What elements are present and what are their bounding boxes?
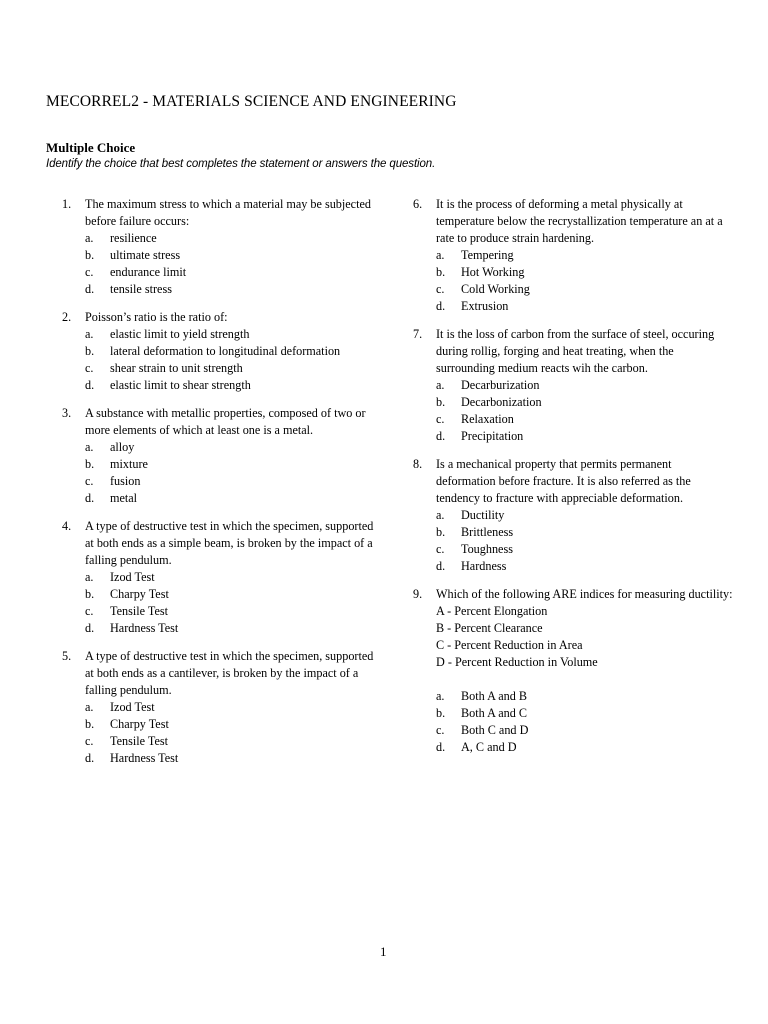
- option-letter: c.: [85, 604, 94, 618]
- option-text: fusion: [110, 474, 141, 488]
- question-text: Is a mechanical property that permits permanent deformation before fracture. It is also referred as the tendency to fracture with appreciable deformation.: [436, 457, 691, 505]
- question-text: A type of destructive test in which the specimen, supported at both ends as a simple beam, is broken by the impact of a falling pendulum.: [85, 519, 374, 567]
- option-text: lateral deformation to longitudinal deformation: [110, 344, 341, 358]
- option-text: Hardness Test: [110, 621, 179, 635]
- question-stem: [62, 648, 382, 699]
- option-letter: b.: [85, 344, 95, 358]
- option-text: Tensile Test: [110, 604, 168, 618]
- option-text: shear strain to unit strength: [110, 361, 243, 375]
- question-item: [62, 518, 382, 637]
- option-letter: c.: [436, 723, 445, 737]
- questions-right-column: [413, 196, 733, 767]
- answer-option: [436, 507, 733, 524]
- option-text: Ductility: [461, 508, 505, 522]
- option-text: metal: [110, 491, 138, 505]
- question-number: 2.: [62, 310, 72, 324]
- option-letter: b.: [85, 457, 95, 471]
- question-number: 1.: [62, 197, 72, 211]
- option-text: Izod Test: [110, 570, 155, 584]
- option-letter: d.: [436, 429, 446, 443]
- option-letter: a.: [85, 327, 94, 341]
- answer-option: [85, 456, 382, 473]
- answer-option: [436, 247, 733, 264]
- option-letter: c.: [85, 361, 94, 375]
- answer-option: [436, 377, 733, 394]
- option-text: A, C and D: [461, 740, 517, 754]
- question-text: A type of destructive test in which the specimen, supported at both ends as a cantilever, is broken by the impact of a falling pendulum.: [85, 649, 374, 697]
- question-item: [413, 456, 733, 575]
- question-text: It is the loss of carbon from the surface of steel, occuring during rollig, forging and heat treating, when the surrounding medium reacts wih the carbon.: [436, 327, 715, 375]
- question-item: [413, 586, 733, 756]
- option-text: endurance limit: [110, 265, 187, 279]
- option-letter: d.: [85, 621, 95, 635]
- answer-option: [85, 281, 382, 298]
- answer-option: [85, 750, 382, 767]
- question-stem: [413, 586, 733, 603]
- answer-option: [85, 264, 382, 281]
- answer-option: [436, 739, 733, 756]
- question-number: 3.: [62, 406, 72, 420]
- option-text: Both A and C: [461, 706, 528, 720]
- option-letter: c.: [436, 412, 445, 426]
- answer-option: [436, 688, 733, 705]
- option-text: mixture: [110, 457, 148, 471]
- option-letter: b.: [85, 248, 95, 262]
- page-number: 1: [380, 944, 387, 959]
- option-letter: b.: [436, 265, 446, 279]
- answer-option: [436, 558, 733, 575]
- option-text: Charpy Test: [110, 587, 169, 601]
- option-letter: d.: [85, 378, 95, 392]
- option-text: Extrusion: [461, 299, 509, 313]
- option-text: Tensile Test: [110, 734, 168, 748]
- answer-option: [85, 733, 382, 750]
- option-text: Hot Working: [461, 265, 525, 279]
- answer-option: [85, 603, 382, 620]
- option-letter: a.: [436, 248, 445, 262]
- document-title: MECORREL2 - MATERIALS SCIENCE AND ENGINEERING: [46, 93, 457, 110]
- option-letter: a.: [85, 231, 94, 245]
- question-stem: [62, 518, 382, 569]
- option-letter: b.: [436, 706, 446, 720]
- answer-option: [436, 394, 733, 411]
- option-text: Relaxation: [461, 412, 514, 426]
- option-text: Both C and D: [461, 723, 529, 737]
- option-letter: d.: [436, 740, 446, 754]
- question-number: 8.: [413, 457, 423, 471]
- option-letter: a.: [85, 570, 94, 584]
- option-text: Hardness Test: [110, 751, 179, 765]
- option-text: alloy: [110, 440, 135, 454]
- answer-option: [85, 490, 382, 507]
- option-letter: c.: [436, 542, 445, 556]
- option-text: Precipitation: [461, 429, 524, 443]
- question-number: 4.: [62, 519, 72, 533]
- option-text: elastic limit to yield strength: [110, 327, 250, 341]
- option-letter: d.: [85, 751, 95, 765]
- option-text: elastic limit to shear strength: [110, 378, 251, 392]
- option-letter: b.: [85, 717, 95, 731]
- option-letter: c.: [85, 474, 94, 488]
- option-letter: a.: [436, 378, 445, 392]
- option-letter: b.: [436, 395, 446, 409]
- option-text: Toughness: [461, 542, 513, 556]
- question-text: Poisson’s ratio is the ratio of:: [85, 310, 228, 324]
- question-stem: [62, 309, 382, 326]
- answer-option: [436, 722, 733, 739]
- option-letter: c.: [436, 282, 445, 296]
- question-number: 9.: [413, 587, 423, 601]
- answer-option: [85, 360, 382, 377]
- answer-option: [85, 699, 382, 716]
- question-stem: [413, 456, 733, 507]
- option-text: Hardness: [461, 559, 507, 573]
- answer-option: [85, 247, 382, 264]
- question-stem: [413, 326, 733, 377]
- answer-option: [85, 343, 382, 360]
- question-item: [413, 326, 733, 445]
- question-index-line: B - Percent Clearance: [436, 621, 543, 635]
- question-stem: [62, 405, 382, 439]
- option-letter: d.: [436, 299, 446, 313]
- option-letter: b.: [85, 587, 95, 601]
- answer-option: [85, 716, 382, 733]
- answer-option: [85, 473, 382, 490]
- answer-option: [436, 281, 733, 298]
- answer-option: [85, 377, 382, 394]
- option-text: Both A and B: [461, 689, 528, 703]
- answer-option: [436, 524, 733, 541]
- question-text: The maximum stress to which a material may be subjected before failure occurs:: [85, 197, 371, 228]
- option-letter: c.: [85, 734, 94, 748]
- option-letter: d.: [436, 559, 446, 573]
- section-header: [46, 140, 435, 172]
- option-text: Tempering: [461, 248, 514, 262]
- option-text: Cold Working: [461, 282, 530, 296]
- option-text: Decarbonization: [461, 395, 542, 409]
- question-item: [62, 648, 382, 767]
- question-number: 5.: [62, 649, 72, 663]
- question-text: It is the process of deforming a metal physically at temperature below the recrystallization temperature an at a rate to produce strain hardening.: [436, 197, 723, 245]
- question-index-line: D - Percent Reduction in Volume: [436, 655, 598, 669]
- question-number: 6.: [413, 197, 423, 211]
- answer-option: [436, 428, 733, 445]
- questions-left-column: [62, 196, 382, 778]
- answer-option: [85, 620, 382, 637]
- answer-option: [85, 326, 382, 343]
- option-letter: d.: [85, 282, 95, 296]
- option-letter: b.: [436, 525, 446, 539]
- answer-option: [85, 230, 382, 247]
- option-letter: d.: [85, 491, 95, 505]
- section-instructions: Identify the choice that best completes the statement or answers the question.: [46, 158, 436, 170]
- question-stem: [413, 196, 733, 247]
- option-text: Charpy Test: [110, 717, 169, 731]
- question-text: A substance with metallic properties, composed of two or more elements of which at least one is a metal.: [85, 406, 366, 437]
- question-item: [62, 196, 382, 298]
- option-text: Decarburization: [461, 378, 540, 392]
- option-text: resilience: [110, 231, 157, 245]
- spacer: [413, 671, 733, 688]
- answer-option: [436, 411, 733, 428]
- option-letter: a.: [85, 700, 94, 714]
- question-number: 7.: [413, 327, 423, 341]
- question-text: Which of the following ARE indices for measuring ductility:: [436, 587, 733, 601]
- option-text: Brittleness: [461, 525, 514, 539]
- answer-option: [436, 541, 733, 558]
- question-index-line: C - Percent Reduction in Area: [436, 638, 583, 652]
- answer-option: [436, 705, 733, 722]
- question-item: [62, 309, 382, 394]
- option-letter: a.: [85, 440, 94, 454]
- answer-option: [436, 264, 733, 281]
- option-text: ultimate stress: [110, 248, 181, 262]
- answer-option: [85, 586, 382, 603]
- question-index-line: A - Percent Elongation: [436, 604, 548, 618]
- question-item: [413, 196, 733, 315]
- question-item: [62, 405, 382, 507]
- option-letter: a.: [436, 689, 445, 703]
- option-letter: c.: [85, 265, 94, 279]
- option-text: tensile stress: [110, 282, 172, 296]
- section-title: Multiple Choice: [46, 140, 136, 155]
- answer-option: [85, 569, 382, 586]
- option-letter: a.: [436, 508, 445, 522]
- answer-option: [436, 298, 733, 315]
- answer-option: [85, 439, 382, 456]
- question-stem: [62, 196, 382, 230]
- option-text: Izod Test: [110, 700, 155, 714]
